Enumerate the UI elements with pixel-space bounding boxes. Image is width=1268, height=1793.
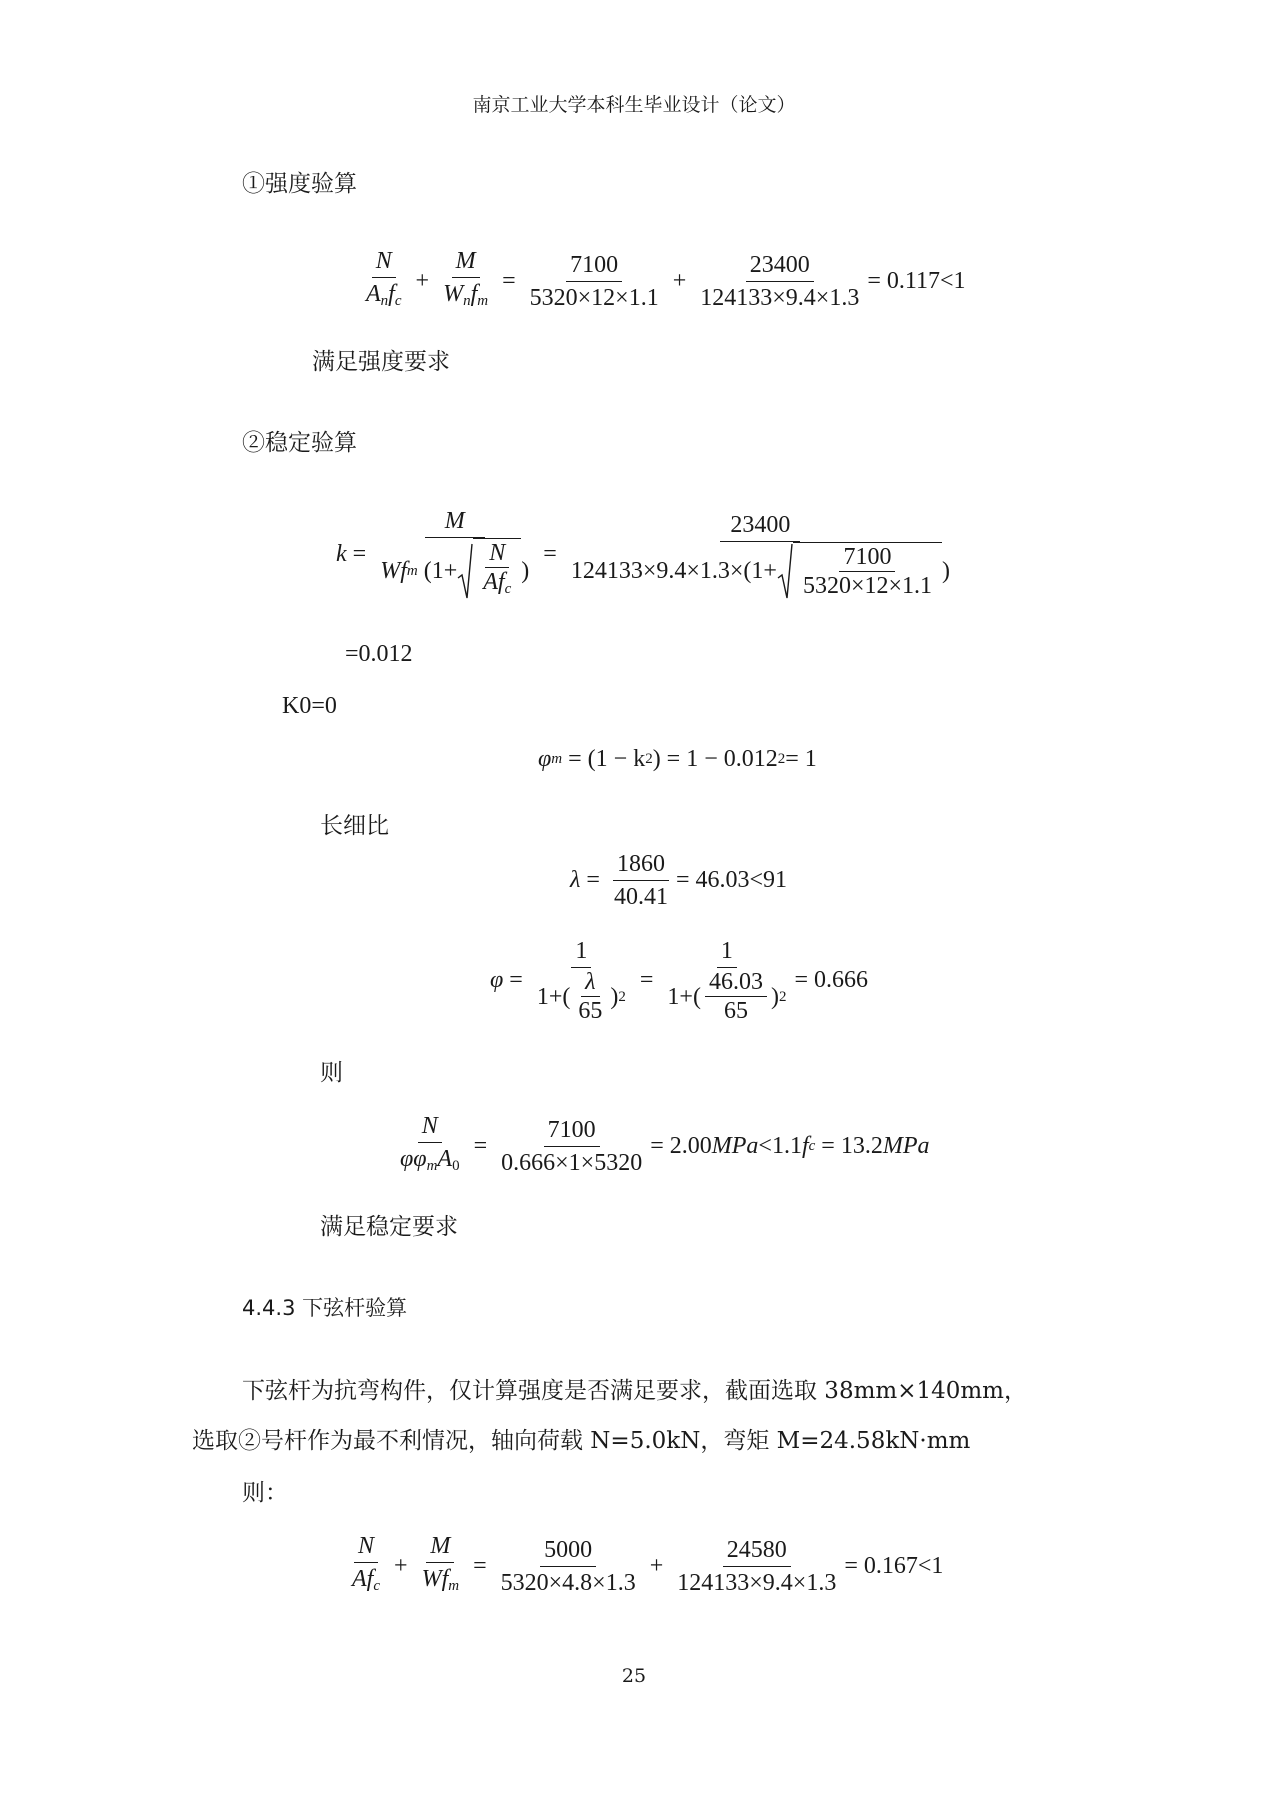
eq7-den2: 124133×9.4×1.3	[677, 1569, 837, 1596]
eq7-den1: 5320×4.8×1.3	[500, 1569, 636, 1596]
strength-ok-text: 满足强度要求	[312, 349, 450, 375]
equation-lambda: λ = $\frac{1860}{40.41}$ = 46.03<91	[570, 848, 787, 913]
page-number: 25	[621, 1665, 647, 1687]
eq6-mid2: <1.1	[758, 1132, 802, 1159]
section-heading-443: 4.4.3 下弦杆验算	[242, 1296, 408, 1320]
eq1-den2: 124133×9.4×1.3	[700, 284, 860, 311]
eq6-num: 7100	[544, 1114, 600, 1147]
eq4-result: = 46.03<91	[675, 867, 788, 893]
eq3-rhs2: ) = 1 − 0.012	[652, 746, 778, 772]
eq3-rhs3: = 1	[785, 746, 817, 772]
eq5-65b: 65	[723, 998, 748, 1024]
then-label: 则	[320, 1060, 343, 1086]
strength-check-title: ①强度验算	[242, 171, 357, 197]
eq3-rhs: = (1 − k	[568, 746, 646, 772]
eq6-mid: = 2.00	[650, 1132, 712, 1159]
eq1-num1: 7100	[566, 249, 622, 282]
k-result: =0.012	[345, 641, 413, 667]
eq2-inner-num: 7100	[839, 543, 895, 572]
eq6-den: 0.666×1×5320	[501, 1149, 643, 1176]
eq5-num2: 1	[717, 935, 737, 968]
page-header: 南京工业大学本科生毕业设计（论文）	[472, 94, 796, 116]
eq2-inner-den: 5320×12×1.1	[802, 572, 933, 599]
eq4-num: 1860	[613, 848, 669, 881]
eq2-num: 23400	[720, 509, 800, 542]
eq5-num1: 1	[571, 935, 591, 968]
stability-check-title: ②稳定验算	[242, 430, 357, 456]
stability-ok-text: 满足稳定要求	[320, 1214, 458, 1240]
paragraph-line-1: 下弦杆为抗弯构件，仅计算强度是否满足要求，截面选取 38mm×140mm，	[242, 1378, 1027, 1404]
eq7-num2: 24580	[723, 1534, 791, 1567]
equation-phi-m: φ m = (1 − k 2 ) = 1 − 0.012 2 = 1	[538, 746, 817, 772]
eq7-num1: 5000	[540, 1534, 596, 1567]
eq5-result: = 0.666	[794, 966, 868, 993]
paragraph-line-2: 选取②号杆作为最不利情况，轴向荷载 N=5.0kN，弯矩 M=24.58kN·mm	[192, 1428, 971, 1454]
eq1-result: = 0.117<1	[867, 267, 966, 294]
equation-stability: $\frac{N}{\varphi\varphi_mA_0}$ = $\frac{7100}{0.666\times 1\times 5320}$ = 2.00 MPa <1.1 f c = 13.2 MPa	[392, 1110, 930, 1182]
eq1-num2: 23400	[746, 249, 814, 282]
eq5-val: 46.03	[705, 968, 767, 997]
slenderness-label: 长细比	[320, 813, 389, 839]
equation-strength: $\frac{N}{A_nf_c}$ + $\frac{M}{W_nf_m}$ = $\frac{7100}{5320\times 12\times 1.1}$ + $\frac{23400}{124133\times 9.4\times 1.3}$ = 0.117<1	[358, 245, 966, 317]
eq1-den1: 5320×12×1.1	[529, 284, 659, 311]
eq6-result: = 13.2	[821, 1132, 883, 1159]
equation-k: k = M W f m (1+ $\frac{N}{Af_c}$ ) = 23400 124133×9.4×1.3×(1+ $\frac{7100}{5320\times 12\times 1.1}$ )	[336, 505, 958, 603]
eq5-65a: 65	[578, 998, 603, 1024]
eq2-den-prefix: 124133×9.4×1.3×(1+	[570, 557, 777, 584]
then-label-2: 则：	[242, 1480, 288, 1506]
eq7-result: = 0.167<1	[844, 1552, 944, 1579]
k0-value: K0=0	[282, 693, 337, 719]
equation-phi: φ = 1 1+( $\frac{\lambda}{65}$ ) 2 = 1 1+( $\frac{46.03}{65}$ ) 2 = 0.666	[490, 935, 868, 1025]
equation-bottom-chord: $\frac{N}{Af_c}$ + $\frac{M}{Wf_m}$ = $\frac{5000}{5320\times 4.8\times 1.3}$ + $\frac{24580}{124133\times 9.4\times 1.3}$ = 0.167<1	[344, 1530, 943, 1602]
eq4-den: 40.41	[613, 884, 668, 910]
